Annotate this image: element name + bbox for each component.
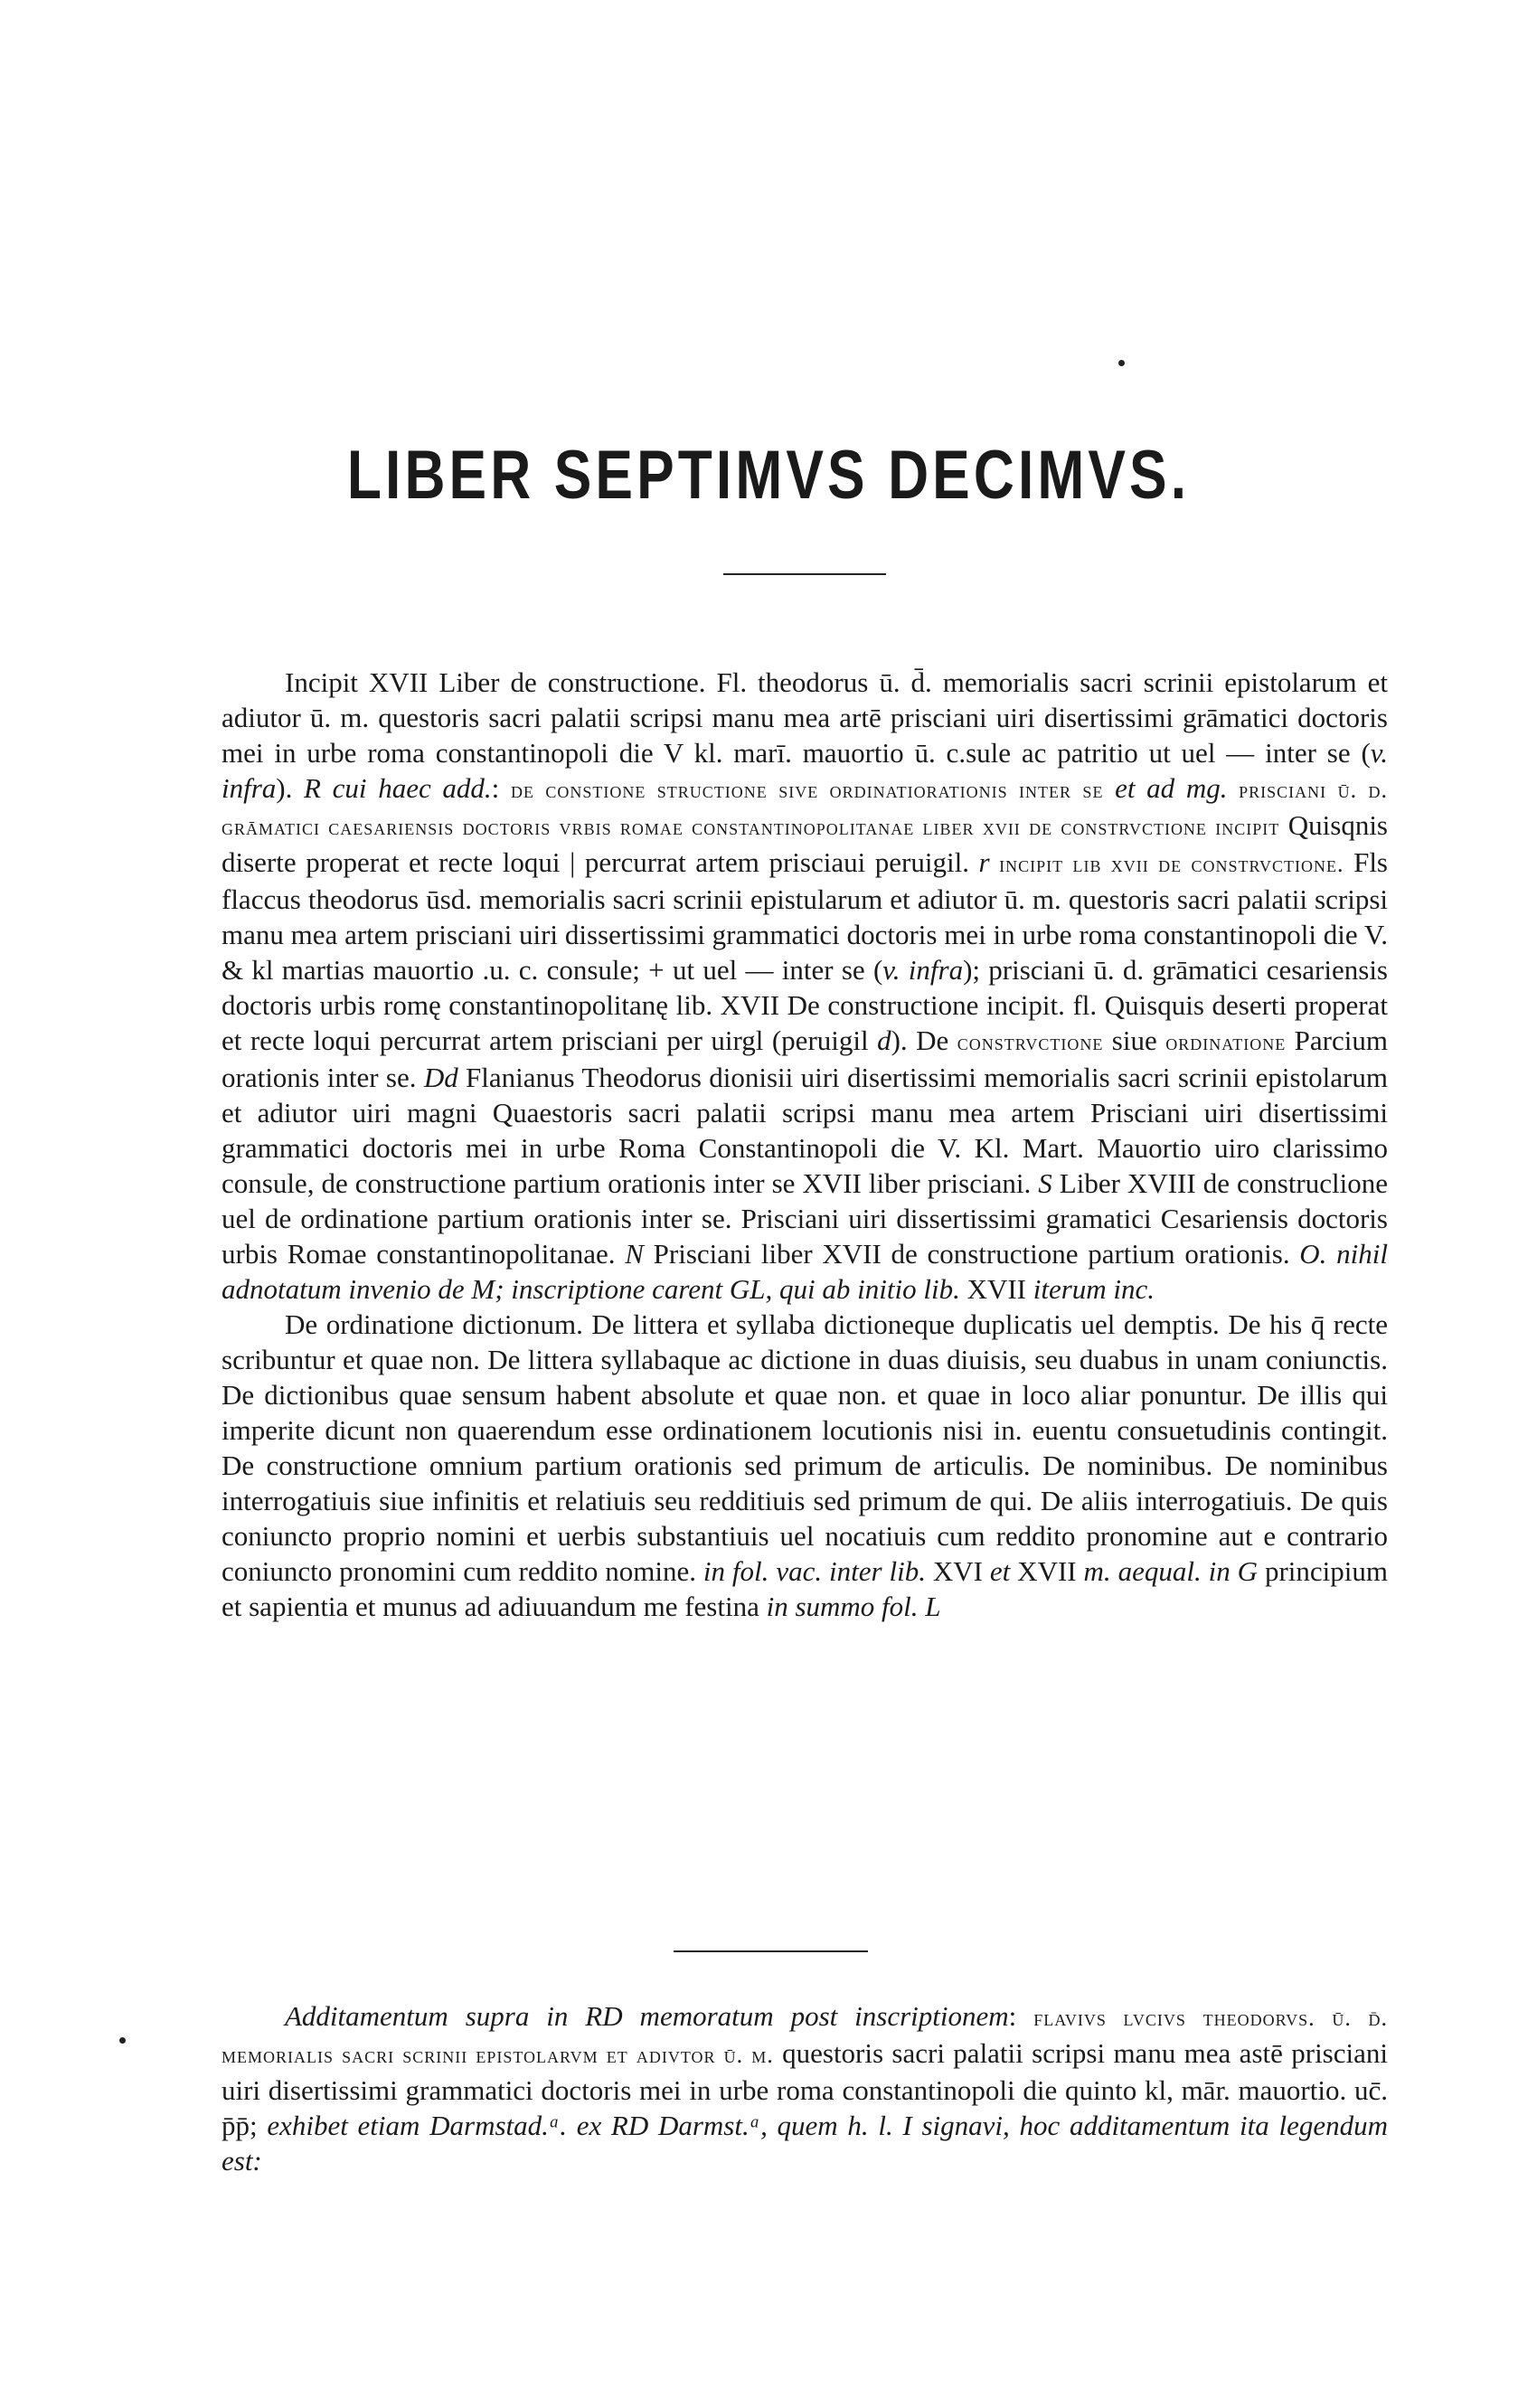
text-run: ); prisciani ū. d. grāmatici cesariensis doctoris urbis romę constantinopolitanę lib. XVII De constructione incipit. fl. Quisquis deserti properat et recte loqui percurrat artem prisciani per uirgl (peruigil <box>222 954 1388 1056</box>
text-run: de constione structione sive ordinatiorationis inter se <box>510 777 1104 803</box>
page-title: LIBER SEPTIMVS DECIMVS. <box>346 437 1191 514</box>
text-run: in summo fol. L <box>766 1591 941 1622</box>
text-run: ordinatione <box>1165 1029 1287 1055</box>
text-run <box>990 846 1000 878</box>
ink-speck <box>119 2037 126 2044</box>
addendum-paragraph <box>222 1998 1388 2178</box>
text-run: XVII <box>959 1273 1033 1305</box>
text-run: XVI <box>925 1555 990 1587</box>
text-run: S <box>1038 1167 1052 1199</box>
text-run: constrvctione <box>957 1029 1104 1055</box>
addendum-section <box>222 1998 1388 2178</box>
text-run: v. infra <box>222 737 1388 804</box>
text-run: Liber XVIII de construclione uel de ordinatione partium orationis inter se. Prisciani uiri dissertissimi gramatici Cesariensis doctoris urbis Romae constantinopolitanae. <box>222 1167 1388 1270</box>
text-run: iterum inc. <box>1033 1273 1155 1305</box>
text-run: Incipit XVII Liber de constructione. Fl. theodorus ū. d̄. memorialis sacri scrinii epistolarum et adiutor ū. m. questoris sacri palatii scripsi manu mea artē prisciani uiri disertissimi grāmatici doctoris mei in urbe roma constantinopoli die V kl. marī. mauortio ū. c.sule ac patritio ut uel — inter se ( <box>222 666 1388 769</box>
text-run: et <box>989 1555 1011 1587</box>
text-run: Quisqnis diserte properat et recte loqui | percurrat artem prisciaui peruigil. <box>222 809 1388 878</box>
intro-paragraph <box>222 665 1388 1307</box>
text-run: et ad mg. <box>1103 772 1240 804</box>
text-run: d <box>877 1025 891 1056</box>
text-run: prisciani ū. d. grāmatici caesariensis doctoris vrbis romae constantinopolitanae liber xvii de constrvctione incipit <box>222 777 1389 840</box>
text-run: N <box>625 1238 644 1270</box>
text-run: De ordinatione dictionum. De littera et syllaba dictioneque duplicatis uel demptis. De his q̄ recte scribuntur et quae non. De littera syllabaque ac dictione in duas diuisis, seu duabus in unam coniunctis. De dictionibus quae sensum habent absolute et quae non. et quae in loco aliar ponuntur. De illis qui imperite dicunt non quaerendum esse ordinationem locutionis nisi in. euentu consuetudinis contingit. De constructione omnium partium orationis sed primum de articulis. De nominibus. De nominibus interrogatiuis siue infinitis et relatiuis seu redditiuis sed primum de qui. De aliis interrogatiuis. De quis coniuncto proprio nomini et uerbis substantiuis uel nocatiuis cum reddito pronomine aut e contrario coniuncto pronomini cum reddito nomine. <box>222 1308 1388 1587</box>
text-run: incipit lib xvii de constrvctione. <box>999 851 1344 877</box>
text-run: XVII <box>1010 1555 1084 1587</box>
chapter-list-paragraph <box>222 1307 1388 1624</box>
text-run: principium et sapientia et munus ad adiuuandum me festina <box>222 1555 1388 1622</box>
text-run: in fol. vac. inter lib. <box>702 1555 926 1587</box>
critical-apparatus-intro <box>222 665 1388 1624</box>
text-run: Fls flaccus theodorus ūsd. memorialis sacri scrinii epistularum et adiutor ū. m. questoris sacri palatii scripsi manu mea artem prisciani uiri dissertissimi grammatici doctoris mei in urbe roma constantinopoli die V. & kl martias mauortio .u. c. consule; + ut uel — inter se ( <box>222 846 1388 986</box>
text-run: ). De <box>891 1025 957 1056</box>
divider <box>674 1950 868 1952</box>
text-run: exhibet etiam Darmstad.ᵃ. ex RD Darmst.ᵃ, quem h. l. I signavi, hoc additamentum ita legendum est: <box>222 2110 1388 2177</box>
ink-speck <box>1118 360 1125 366</box>
text-run: : <box>491 772 511 804</box>
text-run: questoris sacri palatii scripsi manu mea astē prisciani uiri disertissimi grammatici doctoris mei in urbe roma constantinopoli die quinto kl, mār. mauortio. uc̄. p̄p̄; <box>222 2037 1388 2141</box>
text-run: ). <box>276 772 305 804</box>
text-run: r <box>978 846 990 878</box>
text-run: Additamentum supra in RD memoratum post inscriptionem <box>285 2000 1009 2032</box>
text-run: R cui haec add. <box>304 772 492 804</box>
divider <box>723 573 886 575</box>
text-run: : <box>1008 2000 1034 2032</box>
text-run: Prisciani liber XVII de constructione partium orationis. <box>643 1238 1300 1270</box>
text-run: Parcium orationis inter se. <box>222 1025 1388 1093</box>
text-run: Flanianus Theodorus dionisii uiri disertissimi memorialis sacri scrinii epistolarum et adiutor uiri magni Quaestoris sacri palatii scripsi manu mea artem Prisciani uiri disertissimi grammatici doctoris mei in urbe Roma Constantinopoli die V. Kl. Mart. Mauortio uiro clarissimo consule, de constructione partium orationis inter se XVII liber prisciani. <box>222 1062 1388 1199</box>
text-run: O. nihil adnotatum invenio de M; inscriptione carent GL, qui ab initio lib. <box>222 1238 1388 1305</box>
text-run: siue <box>1103 1025 1166 1056</box>
text-run: m. aequal. in G <box>1083 1555 1259 1587</box>
text-run: flavivs lvcivs theodorvs. ū. d̄. memorialis sacri scrinii epistolarvm et adivtor ū. m. <box>222 2005 1388 2068</box>
text-run: v. infra <box>882 954 964 986</box>
text-run: Dd <box>423 1062 458 1093</box>
